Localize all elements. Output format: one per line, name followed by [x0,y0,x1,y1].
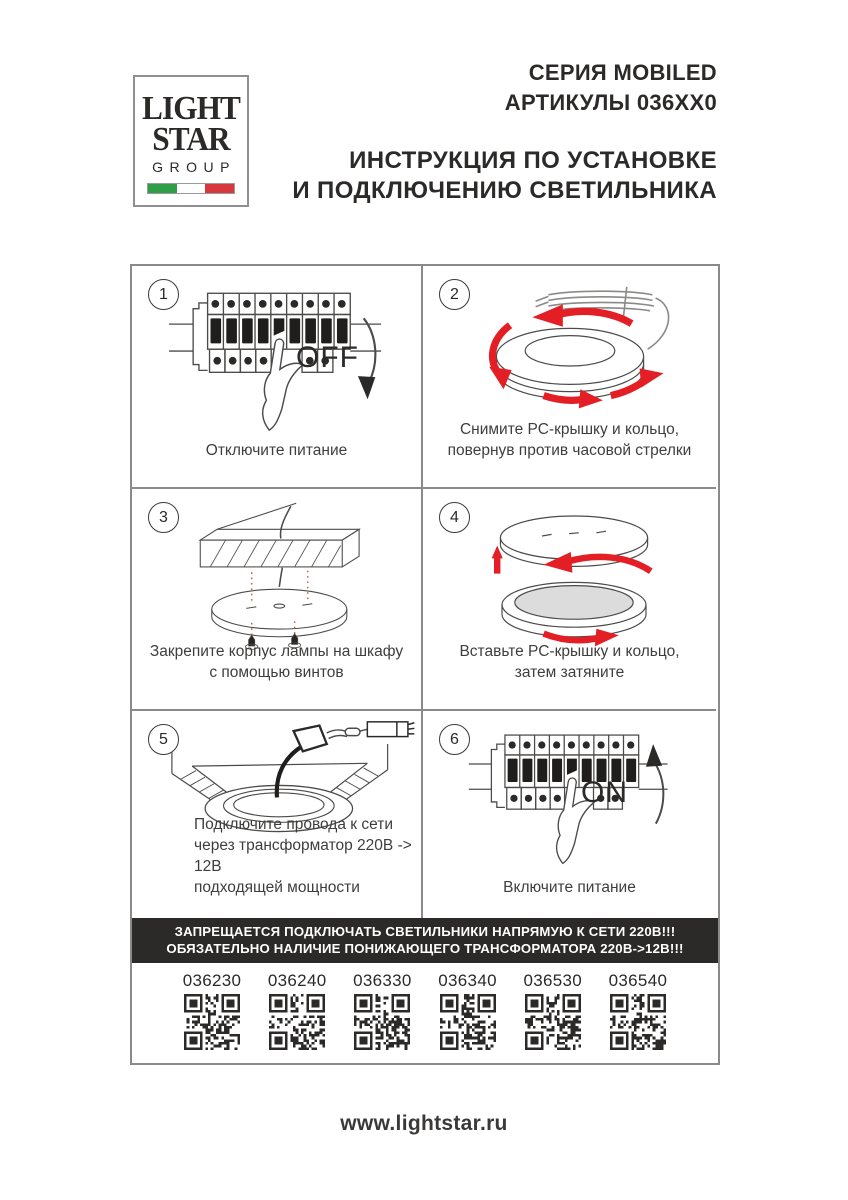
logo-word-light: LIGHT [142,90,240,127]
instruction-title-line2: И ПОДКЛЮЧЕНИЮ СВЕТИЛЬНИКА [292,177,717,204]
step-5-number-badge [148,724,179,755]
article-item [342,971,422,1063]
on-label: ON [581,776,628,809]
step-2-caption [423,419,716,461]
step-4-caption [423,641,716,683]
step-5-cell [132,711,423,918]
article-item [513,971,593,1063]
qr-code [440,994,496,1050]
step-3-number-badge [148,502,179,533]
instruction-table [130,264,720,1065]
article-number: 036540 [608,971,668,990]
article-qr-row [132,963,718,1063]
website-url: www.lightstar.ru [340,1112,508,1135]
cabinet-mount-drawing [143,494,411,659]
step-1-caption [132,440,421,461]
caption-line: Закрепите корпус лампы на шкафу [149,643,404,660]
article-item [428,971,508,1063]
article-item [598,971,678,1063]
qr-code [184,994,240,1050]
article-number: 036530 [523,971,583,990]
step-3-cell [132,489,423,711]
caption-line: подходящей мощности [194,879,360,896]
article-item [172,971,252,1063]
step-number: 1 [159,285,168,303]
step-6-number-badge [439,724,470,755]
article-number: 036340 [438,971,497,990]
header [292,58,717,206]
step-3-caption [132,641,421,683]
step-6-cell [423,711,716,918]
step-number: 3 [159,508,168,526]
qr-code [610,994,666,1050]
step-4-cell [423,489,716,711]
step-number: 2 [450,285,459,303]
warning-line: ЗАПРЕЩАЕТСЯ ПОДКЛЮЧАТЬ СВЕТИЛЬНИКИ НАПРЯМУЮ К СЕТИ 220В!!! [174,924,676,939]
breaker-panel-drawing [152,274,402,434]
article-number: 036230 [182,971,242,990]
step-1-cell [132,266,423,489]
instruction-title-line1: ИНСТРУКЦИЯ ПО УСТАНОВКЕ [349,147,717,174]
cover-ring-drawing [434,496,706,656]
qr-code [269,994,325,1050]
articles-title: АРТИКУЛЫ 036XX0 [504,90,717,115]
step-number: 6 [450,730,459,748]
article-number: 036330 [353,971,412,990]
logo-word-group: GROUP [152,158,236,175]
step-2-cell [423,266,716,489]
step-number: 4 [450,508,459,526]
qr-code [525,994,581,1050]
step-6-caption [423,877,716,898]
puck-light-drawing [434,274,706,434]
caption-line: с помощью винтов [209,664,344,681]
caption-line: Подключите провода к сети [194,816,393,833]
caption-line: Снимите РС-крышку и кольцо, [459,421,680,438]
caption-line: через трансформатор 220В -> 12В [194,837,412,875]
breaker-panel-drawing [445,717,695,867]
series-title: СЕРИЯ MOBILED [528,60,717,85]
italian-flag-icon [147,183,235,194]
step-1-number-badge [148,279,179,310]
lightstar-logo [133,75,249,207]
article-item [257,971,337,1063]
article-number: 036240 [267,971,327,990]
logo-word-star: STAR [152,121,230,159]
caption-line: Включите питание [503,879,636,896]
qr-code [354,994,410,1050]
caption-line: затем затяните [514,664,625,681]
step-number: 5 [159,730,168,748]
step-4-number-badge [439,502,470,533]
caption-line: повернув против часовой стрелки [447,442,692,459]
step-5-caption [132,814,421,898]
caption-line: Вставьте РС-крышку и кольцо, [459,643,680,660]
off-label: OFF [296,341,359,374]
warning-line: ОБЯЗАТЕЛЬНО НАЛИЧИЕ ПОНИЖАЮЩЕГО ТРАНСФОРМАТОРА 220В->12В!!! [166,940,684,956]
caption-line: Отключите питание [205,442,348,459]
warning-banner [132,918,718,963]
step-2-number-badge [439,279,470,310]
